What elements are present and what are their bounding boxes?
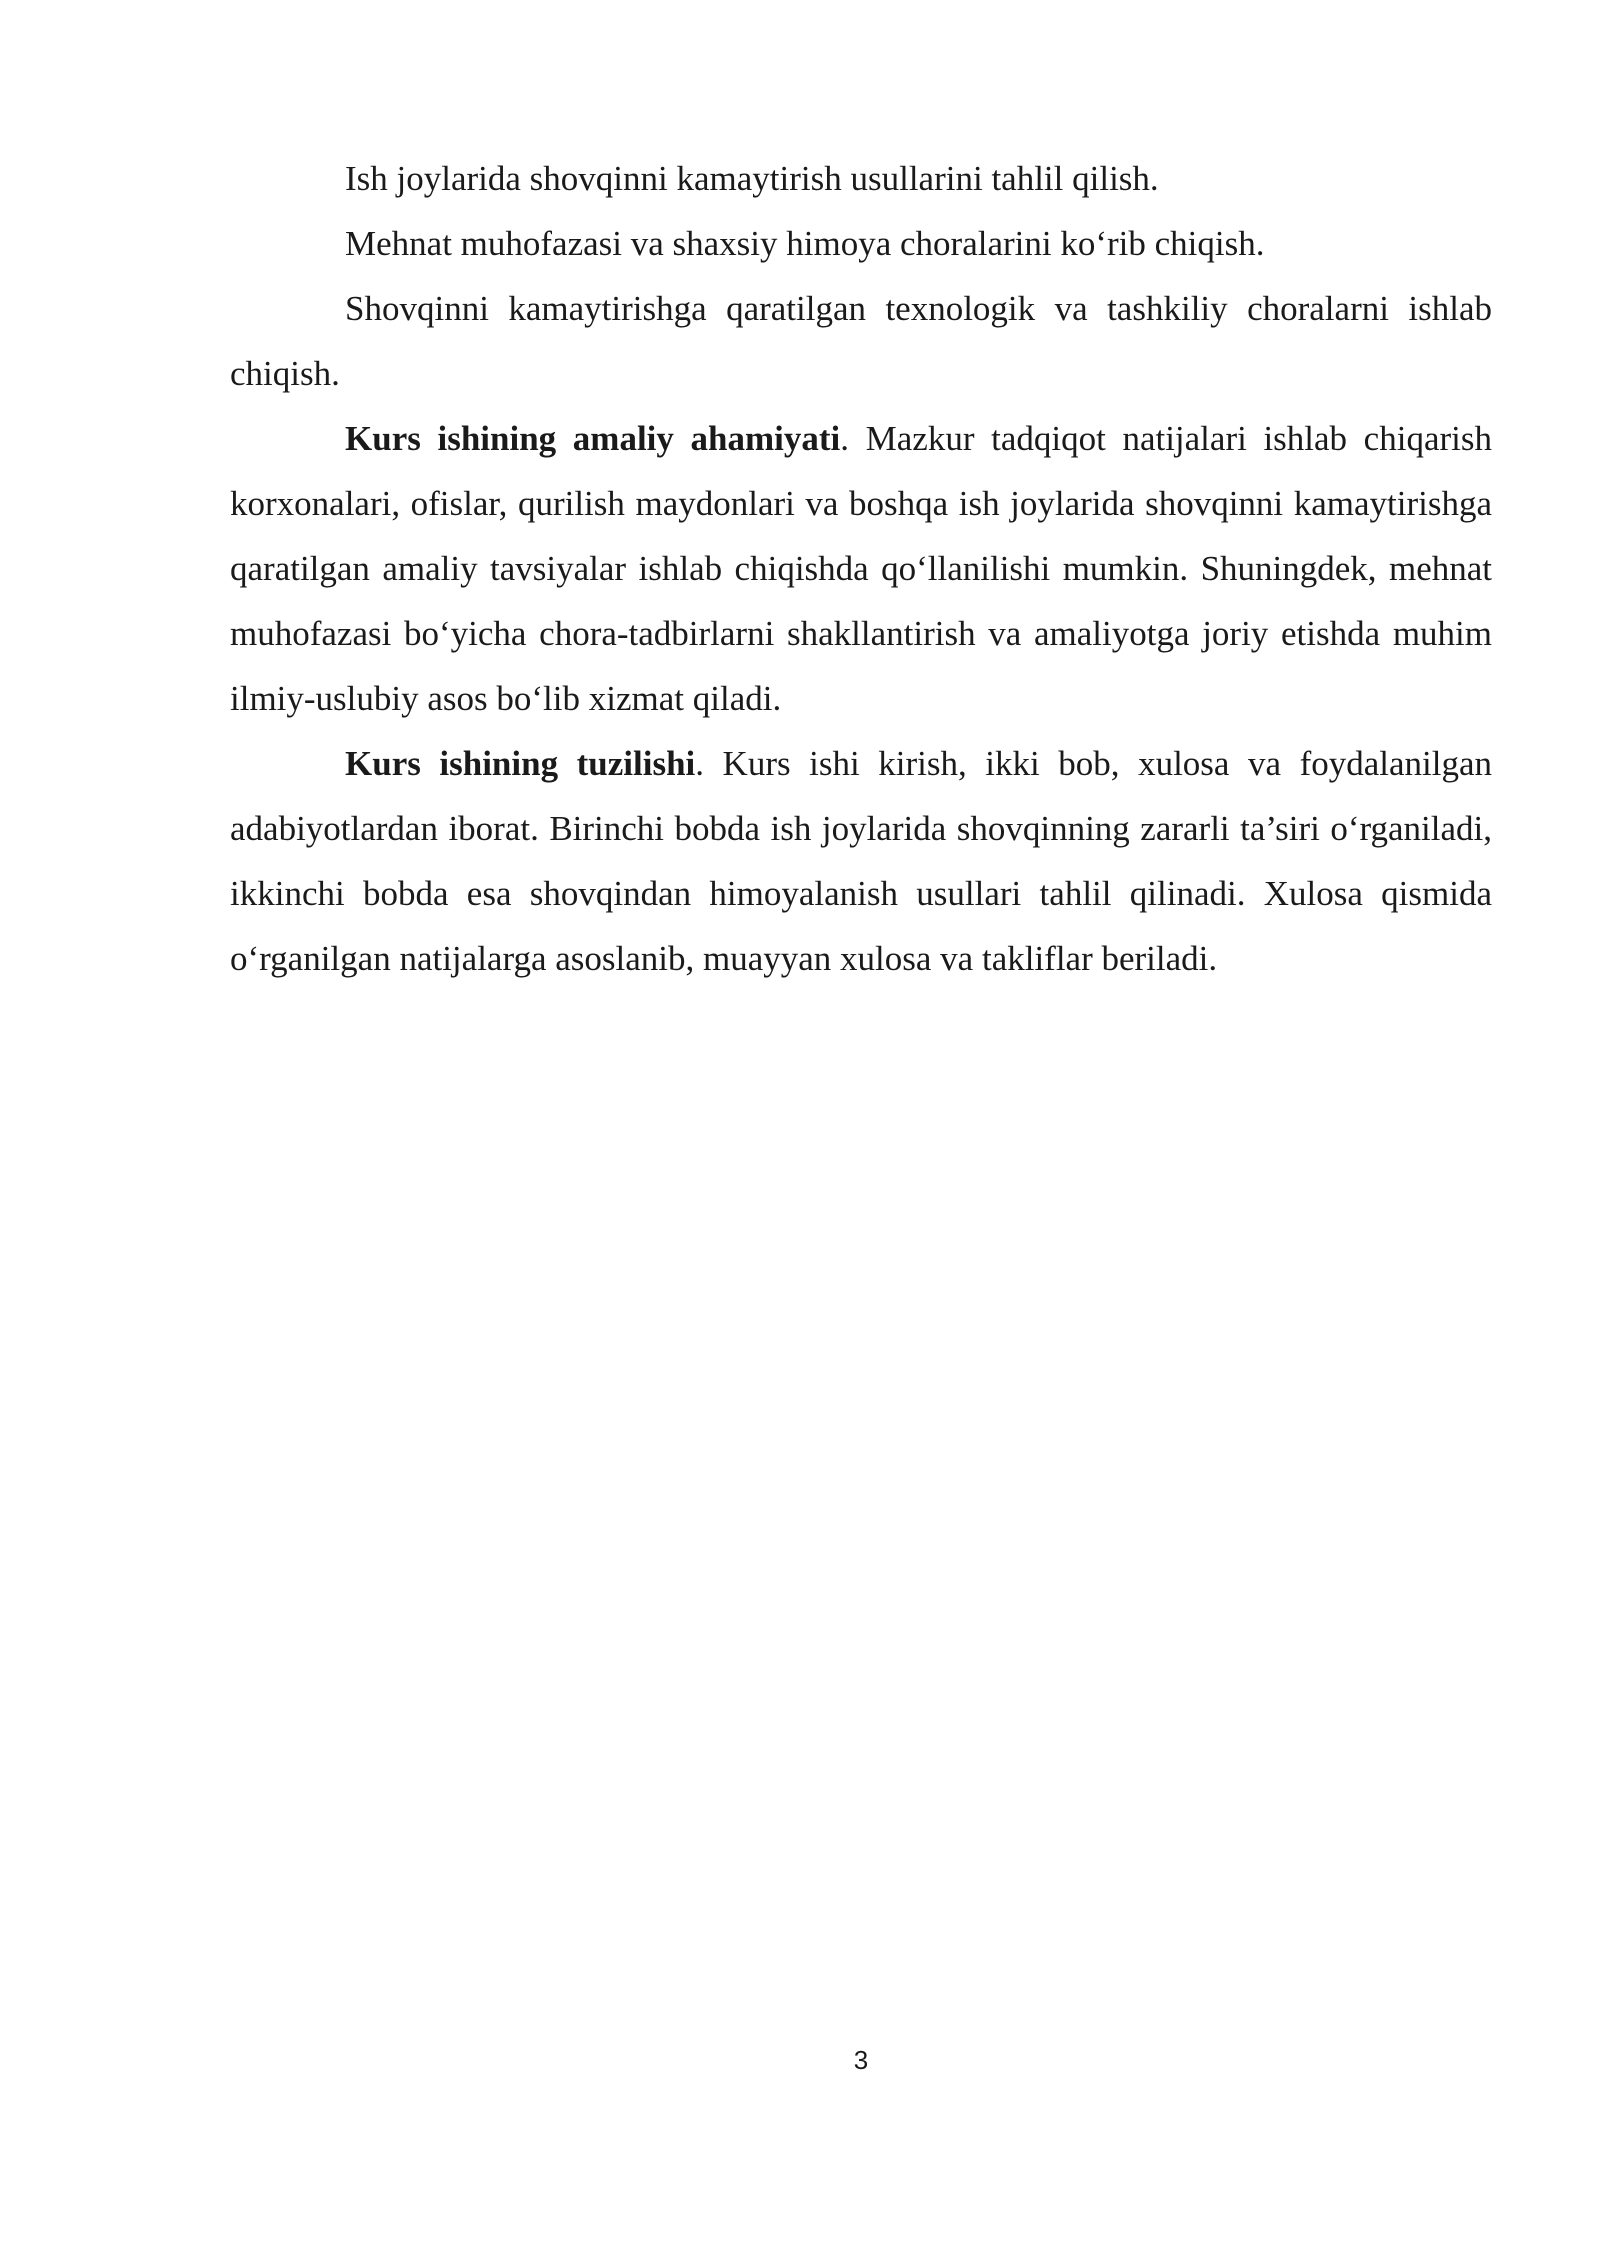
section-heading-structure: Kurs ishining tuzilishi — [345, 744, 696, 783]
page-number: 3 — [853, 2045, 869, 2075]
paragraph-task-develop-measures — [230, 276, 1492, 406]
paragraph-practical-significance — [230, 406, 1492, 731]
paragraph-text: Mehnat muhofazasi va shaxsiy himoya choralarini ko‘rib chiqish. — [345, 224, 1265, 263]
paragraph-task-analyze-methods — [230, 146, 1492, 211]
paragraph-task-review-protection — [230, 211, 1492, 276]
paragraph-text: . Mazkur tadqiqot natijalari ishlab chiqarish korxonalari, ofislar, qurilish maydonlari va boshqa ish joylarida shovqinni kamaytirishga qaratilgan amaliy tavsiyalar ishlab chiqishda qo‘llanilishi mumkin. Shuningdek, mehnat muhofazasi bo‘yicha chora-tadbirlarni shakllantirish va amaliyotga joriy etishda muhim ilmiy-uslubiy asos bo‘lib xizmat qiladi. — [230, 419, 1492, 718]
section-heading-practical-significance: Kurs ishining amaliy ahamiyati — [345, 419, 841, 458]
paragraph-text: Ish joylarida shovqinni kamaytirish usullarini tahlil qilish. — [345, 159, 1159, 198]
paragraph-structure — [230, 731, 1492, 991]
paragraph-text: Shovqinni kamaytirishga qaratilgan texnologik va tashkiliy choralarni ishlab chiqish. — [230, 289, 1492, 393]
page-body — [230, 146, 1492, 991]
paragraph-text: . Kurs ishi kirish, ikki bob, xulosa va foydalanilgan adabiyotlardan iborat. Birinchi bobda ish joylarida shovqinning zararli ta’siri o‘rganiladi, ikkinchi bobda esa shovqindan himoyalanish usullari tahlil qilinadi. Xulosa qismida o‘rganilgan natijalarga asoslanib, muayyan xulosa va takliflar beriladi. — [230, 744, 1493, 978]
